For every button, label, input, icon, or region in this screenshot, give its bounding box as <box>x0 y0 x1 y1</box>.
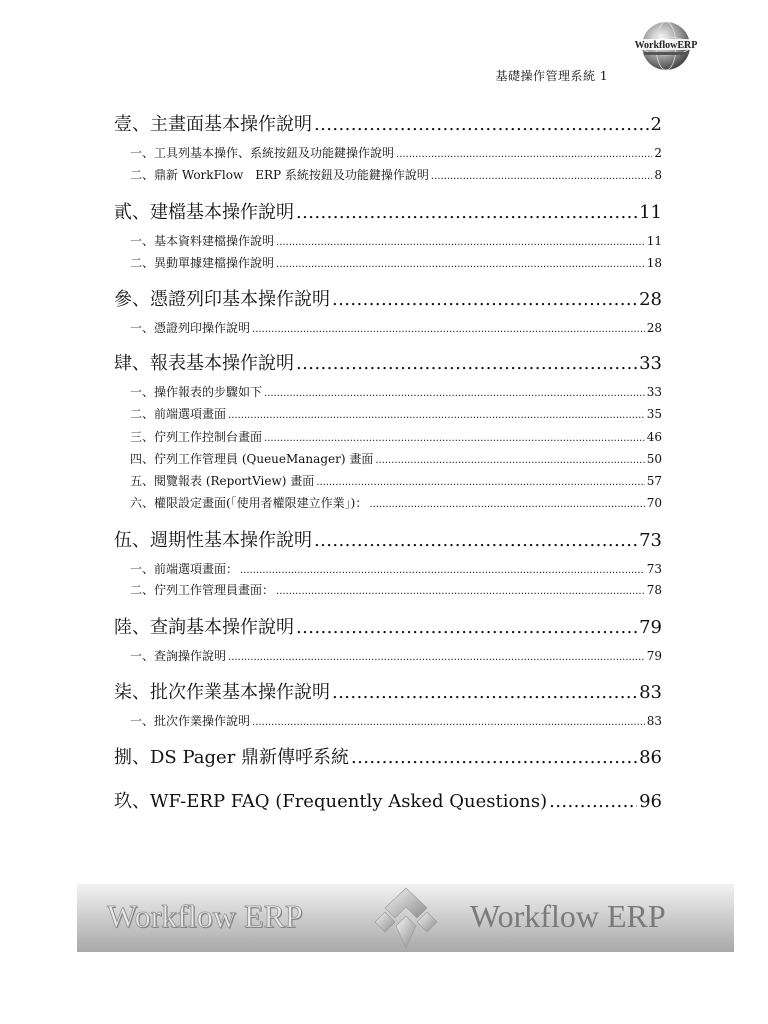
toc-page-number: 2 <box>654 146 662 160</box>
toc-entry-label: 四、佇列工作管理員 (QueueManager) 畫面 <box>130 452 374 466</box>
toc-entry-label: 一、憑證列印操作說明 <box>130 321 251 335</box>
toc-page-number: 11 <box>639 202 662 223</box>
toc-page-number: 96 <box>639 791 662 812</box>
toc-dot-leader <box>375 452 644 466</box>
toc-entry-label: 一、工具列基本操作、系統按鈕及功能鍵操作說明 <box>130 146 395 160</box>
toc-dot-leader <box>351 747 637 768</box>
toc-page-number: 8 <box>654 168 662 182</box>
toc-entry-label: 六、權限設定畫面(「使用者權限建立作業」)： <box>130 496 368 510</box>
toc-dot-leader <box>276 256 645 270</box>
workflow-erp-logo <box>630 20 702 72</box>
toc-chapter-entry <box>114 613 662 639</box>
toc-entry-label: 貳、建檔基本操作說明 <box>114 202 294 223</box>
toc-section-entry <box>130 383 662 400</box>
toc-entry-label: 參、憑證列印基本操作說明 <box>114 289 330 310</box>
toc-chapter-entry <box>114 526 662 552</box>
toc-page-number: 83 <box>646 714 662 728</box>
toc-dot-leader <box>252 321 645 335</box>
toc-page-number: 57 <box>646 474 662 488</box>
toc-section-entry <box>130 166 662 183</box>
toc-entry-label: 一、前端選項畫面： <box>130 562 239 576</box>
toc-section-entry <box>130 560 662 577</box>
toc-entry-label: 伍、週期性基本操作說明 <box>114 530 312 551</box>
toc-page-number: 33 <box>639 353 662 374</box>
footer-banner <box>77 884 734 952</box>
toc-dot-leader <box>264 430 645 444</box>
toc-page-number: 83 <box>639 682 662 703</box>
toc-entry-label: 二、鼎新 WorkFlow ERP 系統按鈕及功能鍵操作說明 <box>130 168 429 182</box>
toc-page-number: 18 <box>646 256 662 270</box>
toc-dot-leader <box>228 649 645 663</box>
toc-page-number: 73 <box>646 562 662 576</box>
toc-page-number: 73 <box>639 530 662 551</box>
toc-page-number: 35 <box>646 407 662 421</box>
toc-entry-label: 柒、批次作業基本操作說明 <box>114 682 330 703</box>
toc-section-entry <box>130 450 662 467</box>
toc-section-entry <box>130 581 662 598</box>
toc-entry-label: 一、批次作業操作說明 <box>130 714 251 728</box>
toc-dot-leader <box>296 353 637 374</box>
toc-dot-leader <box>296 617 637 638</box>
toc-dot-leader <box>369 496 644 510</box>
toc-dot-leader <box>332 682 637 703</box>
toc-dot-leader <box>228 407 645 421</box>
toc-chapter-entry <box>114 349 662 375</box>
toc-entry-label: 捌、DS Pager 鼎新傳呼系統 <box>114 747 350 768</box>
toc-dot-leader <box>316 474 644 488</box>
toc-page-number: 28 <box>639 289 662 310</box>
toc-page-number: 79 <box>646 649 662 663</box>
toc-page-number: 86 <box>639 747 662 768</box>
toc-dot-leader <box>314 530 637 551</box>
toc-chapter-entry <box>114 110 662 136</box>
toc-section-entry <box>130 405 662 422</box>
toc-page-number: 78 <box>646 583 662 597</box>
toc-entry-label: 二、佇列工作管理員畫面： <box>130 583 275 597</box>
globe-icon <box>630 20 702 72</box>
toc-chapter-entry <box>114 678 662 704</box>
toc-dot-leader <box>276 583 645 597</box>
toc-entry-label: 陸、查詢基本操作說明 <box>114 617 294 638</box>
toc-dot-leader <box>252 714 645 728</box>
toc-dot-leader <box>314 114 649 135</box>
toc-dot-leader <box>431 168 652 182</box>
toc-section-entry <box>130 319 662 336</box>
toc-chapter-entry <box>114 743 662 769</box>
toc-dot-leader <box>396 146 652 160</box>
toc-entry-label: 玖、WF-ERP FAQ (Frequently Asked Questions) <box>114 791 548 812</box>
toc-section-entry <box>130 144 662 161</box>
toc-entry-label: 一、操作報表的步驟如下 <box>130 385 263 399</box>
banner-right-text: Workflow ERP <box>470 898 666 934</box>
toc-page-number: 70 <box>646 496 662 510</box>
toc-dot-leader <box>240 562 645 576</box>
toc-page-number: 11 <box>646 234 662 248</box>
toc-entry-label: 三、佇列工作控制台畫面 <box>130 430 263 444</box>
toc-entry-label: 一、查詢操作說明 <box>130 649 227 663</box>
toc-page-number: 33 <box>646 385 662 399</box>
toc-entry-label: 肆、報表基本操作說明 <box>114 353 294 374</box>
toc-section-entry <box>130 254 662 271</box>
toc-page-number: 28 <box>646 321 662 335</box>
toc-chapter-entry <box>114 198 662 224</box>
toc-dot-leader <box>332 289 637 310</box>
toc-dot-leader <box>296 202 637 223</box>
toc-entry-label: 二、前端選項畫面 <box>130 407 227 421</box>
toc-dot-leader <box>549 791 637 812</box>
toc-page-number: 79 <box>639 617 662 638</box>
toc-entry-label: 二、異動單據建檔操作說明 <box>130 256 275 270</box>
toc-section-entry <box>130 428 662 445</box>
toc-chapter-entry <box>114 285 662 311</box>
toc-section-entry <box>130 472 662 489</box>
toc-page-number: 46 <box>646 430 662 444</box>
toc-section-entry <box>130 712 662 729</box>
toc-section-entry <box>130 494 662 511</box>
toc-section-entry <box>130 232 662 249</box>
banner-left-text: Workflow ERP <box>107 898 303 934</box>
toc-section-entry <box>130 647 662 664</box>
toc-page-number: 2 <box>650 114 662 135</box>
toc-chapter-entry <box>114 787 662 813</box>
running-header: 基礎操作管理系統 1 <box>495 69 608 83</box>
toc-dot-leader <box>264 385 645 399</box>
toc-page-number: 50 <box>646 452 662 466</box>
logo-text: WorkflowERP <box>634 40 698 51</box>
toc-entry-label: 五、閱覽報表 (ReportView) 畫面 <box>130 474 315 488</box>
toc-entry-label: 壹、主畫面基本操作說明 <box>114 114 312 135</box>
toc-entry-label: 一、基本資料建檔操作說明 <box>130 234 275 248</box>
diamond-logo-icon <box>369 886 443 950</box>
toc-dot-leader <box>276 234 645 248</box>
